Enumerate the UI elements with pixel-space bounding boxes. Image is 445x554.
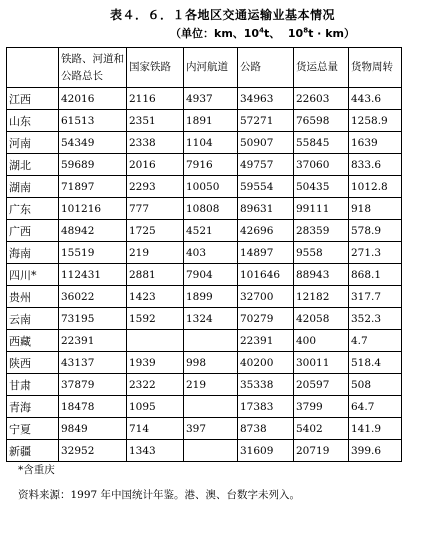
value-cell: 99111 — [294, 198, 349, 220]
table-row — [7, 418, 402, 440]
unit-exp2-base: 10 — [287, 27, 304, 40]
value-cell: 1095 — [127, 396, 184, 418]
value-cell: 101646 — [238, 264, 294, 286]
value-cell: 18478 — [59, 396, 127, 418]
value-cell: 89631 — [238, 198, 294, 220]
footnote-chongqing: *含重庆 — [18, 464, 55, 476]
region-cell: 海南 — [7, 242, 59, 264]
table-row — [7, 242, 402, 264]
value-cell: 518.4 — [349, 352, 402, 374]
value-cell: 508 — [349, 374, 402, 396]
region-cell: 湖南 — [7, 176, 59, 198]
region-cell: 陕西 — [7, 352, 59, 374]
value-cell: 32952 — [59, 440, 127, 462]
value-cell: 43137 — [59, 352, 127, 374]
value-cell: 833.6 — [349, 154, 402, 176]
value-cell: 49757 — [238, 154, 294, 176]
value-cell: 8738 — [238, 418, 294, 440]
unit-open: （单位：km、 — [170, 27, 244, 40]
value-cell: 918 — [349, 198, 402, 220]
value-cell: 14897 — [238, 242, 294, 264]
value-cell: 777 — [127, 198, 184, 220]
region-cell: 新疆 — [7, 440, 59, 462]
value-cell: 35338 — [238, 374, 294, 396]
header-row — [7, 48, 402, 88]
table-row — [7, 264, 402, 286]
value-cell: 61513 — [59, 110, 127, 132]
table-row — [7, 440, 402, 462]
value-cell: 22391 — [59, 330, 127, 352]
region-cell: 宁夏 — [7, 418, 59, 440]
value-cell: 317.7 — [349, 286, 402, 308]
header-freight-volume: 货运总量 — [294, 48, 349, 88]
unit-exp1-tail: t、 — [263, 27, 281, 40]
table-row — [7, 220, 402, 242]
value-cell: 20597 — [294, 374, 349, 396]
value-cell: 1725 — [127, 220, 184, 242]
region-cell: 云南 — [7, 308, 59, 330]
region-cell: 贵州 — [7, 286, 59, 308]
value-cell: 141.9 — [349, 418, 402, 440]
value-cell: 1891 — [184, 110, 238, 132]
table-row — [7, 198, 402, 220]
value-cell: 219 — [127, 242, 184, 264]
unit-exp1-base: 10 — [243, 27, 260, 40]
value-cell: 9558 — [294, 242, 349, 264]
value-cell: 1423 — [127, 286, 184, 308]
unit-exp2-sup: 8 — [303, 26, 309, 35]
value-cell: 59689 — [59, 154, 127, 176]
unit-exp2-tail: t · km） — [308, 27, 355, 40]
region-cell: 四川* — [7, 264, 59, 286]
table-row — [7, 110, 402, 132]
region-cell: 湖北 — [7, 154, 59, 176]
table-row — [7, 88, 402, 110]
region-cell: 西藏 — [7, 330, 59, 352]
value-cell: 22391 — [238, 330, 294, 352]
value-cell: 2116 — [127, 88, 184, 110]
region-cell: 甘肃 — [7, 374, 59, 396]
table-row — [7, 286, 402, 308]
value-cell: 9849 — [59, 418, 127, 440]
header-highway: 公路 — [238, 48, 294, 88]
region-cell: 山东 — [7, 110, 59, 132]
value-cell: 578.9 — [349, 220, 402, 242]
header-freight-turnover: 货物周转 — [349, 48, 402, 88]
region-cell: 青海 — [7, 396, 59, 418]
value-cell: 399.6 — [349, 440, 402, 462]
value-cell: 271.3 — [349, 242, 402, 264]
value-cell: 1343 — [127, 440, 184, 462]
transport-table — [6, 47, 402, 462]
value-cell: 76598 — [294, 110, 349, 132]
value-cell: 70279 — [238, 308, 294, 330]
value-cell: 1258.9 — [349, 110, 402, 132]
value-cell: 48942 — [59, 220, 127, 242]
value-cell: 31609 — [238, 440, 294, 462]
value-cell: 1324 — [184, 308, 238, 330]
value-cell: 12182 — [294, 286, 349, 308]
value-cell: 42058 — [294, 308, 349, 330]
value-cell: 42696 — [238, 220, 294, 242]
value-cell: 1899 — [184, 286, 238, 308]
value-cell: 50435 — [294, 176, 349, 198]
value-cell: 101216 — [59, 198, 127, 220]
value-cell: 10050 — [184, 176, 238, 198]
unit-exp1-sup: 4 — [259, 26, 264, 35]
value-cell: 2881 — [127, 264, 184, 286]
region-cell: 江西 — [7, 88, 59, 110]
value-cell: 73195 — [59, 308, 127, 330]
source-note: 资料来源：1997 年中国统计年鉴。港、澳、台数字未列入。 — [18, 489, 301, 501]
value-cell: 4521 — [184, 220, 238, 242]
value-cell — [184, 440, 238, 462]
value-cell: 3799 — [294, 396, 349, 418]
value-cell: 714 — [127, 418, 184, 440]
table-row — [7, 176, 402, 198]
value-cell: 868.1 — [349, 264, 402, 286]
value-cell: 5402 — [294, 418, 349, 440]
region-cell: 广西 — [7, 220, 59, 242]
value-cell: 57271 — [238, 110, 294, 132]
value-cell: 1939 — [127, 352, 184, 374]
header-inland-waterway: 内河航道 — [184, 48, 238, 88]
value-cell: 352.3 — [349, 308, 402, 330]
table-row — [7, 352, 402, 374]
value-cell — [127, 330, 184, 352]
value-cell: 22603 — [294, 88, 349, 110]
value-cell: 403 — [184, 242, 238, 264]
value-cell: 397 — [184, 418, 238, 440]
value-cell: 219 — [184, 374, 238, 396]
header-national-railway: 国家铁路 — [127, 48, 184, 88]
table-row — [7, 308, 402, 330]
value-cell: 2016 — [127, 154, 184, 176]
table-row — [7, 132, 402, 154]
table-row — [7, 330, 402, 352]
table-row — [7, 374, 402, 396]
value-cell: 59554 — [238, 176, 294, 198]
value-cell: 7916 — [184, 154, 238, 176]
value-cell: 40200 — [238, 352, 294, 374]
value-cell: 37060 — [294, 154, 349, 176]
value-cell: 28359 — [294, 220, 349, 242]
value-cell: 1012.8 — [349, 176, 402, 198]
value-cell: 50907 — [238, 132, 294, 154]
value-cell: 1592 — [127, 308, 184, 330]
value-cell: 2351 — [127, 110, 184, 132]
value-cell: 30011 — [294, 352, 349, 374]
header-region — [7, 48, 59, 88]
value-cell: 17383 — [238, 396, 294, 418]
unit-label — [170, 25, 355, 41]
value-cell: 15519 — [59, 242, 127, 264]
table-title: 表４．６．１各地区交通运输业基本情况 — [109, 8, 335, 22]
value-cell: 112431 — [59, 264, 127, 286]
value-cell: 10808 — [184, 198, 238, 220]
value-cell: 2293 — [127, 176, 184, 198]
value-cell: 443.6 — [349, 88, 402, 110]
value-cell: 4.7 — [349, 330, 402, 352]
value-cell: 37879 — [59, 374, 127, 396]
value-cell: 400 — [294, 330, 349, 352]
value-cell: 64.7 — [349, 396, 402, 418]
value-cell: 71897 — [59, 176, 127, 198]
value-cell: 32700 — [238, 286, 294, 308]
value-cell: 2322 — [127, 374, 184, 396]
table-row — [7, 396, 402, 418]
value-cell: 42016 — [59, 88, 127, 110]
value-cell: 1104 — [184, 132, 238, 154]
value-cell: 4937 — [184, 88, 238, 110]
value-cell — [184, 396, 238, 418]
value-cell: 2338 — [127, 132, 184, 154]
value-cell: 88943 — [294, 264, 349, 286]
table-row — [7, 154, 402, 176]
value-cell: 1639 — [349, 132, 402, 154]
value-cell: 7904 — [184, 264, 238, 286]
value-cell: 20719 — [294, 440, 349, 462]
value-cell: 34963 — [238, 88, 294, 110]
value-cell — [184, 330, 238, 352]
value-cell: 36022 — [59, 286, 127, 308]
header-total-length: 铁路、河道和公路总长 — [59, 48, 127, 88]
value-cell: 54349 — [59, 132, 127, 154]
value-cell: 998 — [184, 352, 238, 374]
value-cell: 55845 — [294, 132, 349, 154]
region-cell: 河南 — [7, 132, 59, 154]
region-cell: 广东 — [7, 198, 59, 220]
